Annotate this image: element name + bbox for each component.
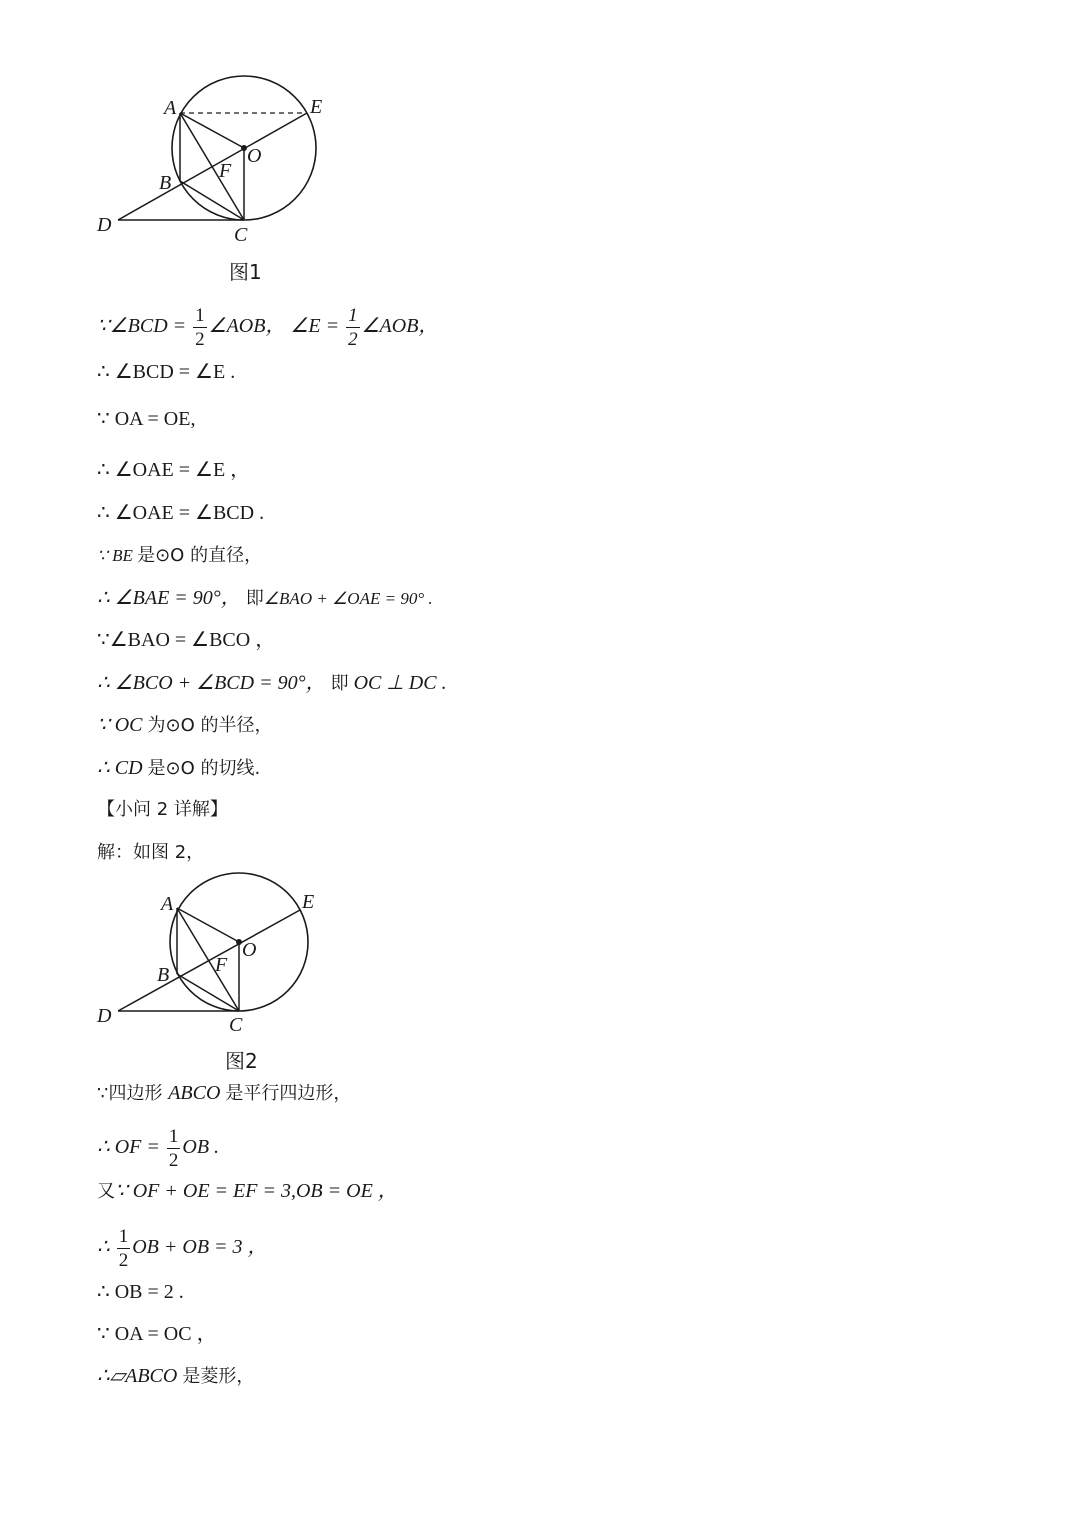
point-label-c: C xyxy=(234,224,248,246)
proof2-line-6: ∵ OA = OC ， xyxy=(97,1323,217,1345)
point-label-d: D xyxy=(97,214,112,236)
point-label-a: A xyxy=(164,97,177,119)
figure-1-diagram xyxy=(90,70,350,250)
point-label-e: E xyxy=(302,891,315,913)
proof1-line-2: ∴ ∠BCD = ∠E . xyxy=(97,361,236,383)
figure-2-caption: 图2 xyxy=(225,1049,258,1073)
proof1-line-9: ∴ ∠BCO + ∠BCD = 90°， 即 OC ⊥ DC . xyxy=(97,672,447,694)
proof1-line-8: ∵∠BAO = ∠BCO ， xyxy=(97,629,276,651)
proof2-line-5: ∴ OB = 2 . xyxy=(97,1281,184,1303)
point-label-e: E xyxy=(310,96,323,118)
point-label-d: D xyxy=(97,1005,112,1027)
proof2-line-4: ∴ $\frac{1}{2}$ OB + OB = 3 ， xyxy=(97,1226,268,1271)
proof2-line-1: ∵四边形 ABCO 是平行四边形， xyxy=(97,1082,352,1104)
proof1-line-11: ∴ CD 是⊙O 的切线. xyxy=(97,757,261,779)
point-label-c: C xyxy=(229,1014,243,1036)
point-label-f: F xyxy=(215,954,228,976)
point-label-o: O xyxy=(247,145,262,167)
proof1-line-3: ∵ OA = OE, xyxy=(97,408,196,430)
proof2-line-7: ∴▱ABCO 是菱形， xyxy=(97,1365,255,1387)
figure-2-diagram xyxy=(90,868,330,1038)
proof2-line-3: 又∵ OF + OE = EF = 3,OB = OE ， xyxy=(97,1180,398,1202)
figure-2 xyxy=(90,868,330,1038)
proof1-line-5: ∴ ∠OAE = ∠BCD . xyxy=(97,502,265,524)
figure-1 xyxy=(90,70,350,250)
point-label-o: O xyxy=(242,939,257,961)
point-label-b: B xyxy=(159,172,172,194)
figure-1-caption: 图1 xyxy=(229,260,262,284)
proof1-line-7: ∴ ∠BAE = 90°， 即∠BAO + ∠OAE = 90° . xyxy=(97,587,433,609)
point-label-b: B xyxy=(157,964,170,986)
proof1-line-6: ∵ BE 是⊙O 的直径， xyxy=(97,545,263,566)
section-2-intro: 解：如图 2， xyxy=(97,842,205,863)
point-label-f: F xyxy=(219,160,232,182)
proof2-line-2: ∴ OF = $\frac{1}{2}$ OB . xyxy=(97,1126,220,1171)
section-2-heading: 【小问 2 详解】 xyxy=(97,799,228,820)
proof1-line-1: ∵∠BCD = $\frac{1}{2}$ ∠AOB， ∠E = $\frac{1}{2}$ ∠AOB， xyxy=(97,305,439,350)
point-label-a: A xyxy=(161,893,174,915)
proof1-line-4: ∴ ∠OAE = ∠E ， xyxy=(97,459,251,481)
proof1-line-10: ∵ OC 为⊙O 的半径， xyxy=(97,714,273,736)
